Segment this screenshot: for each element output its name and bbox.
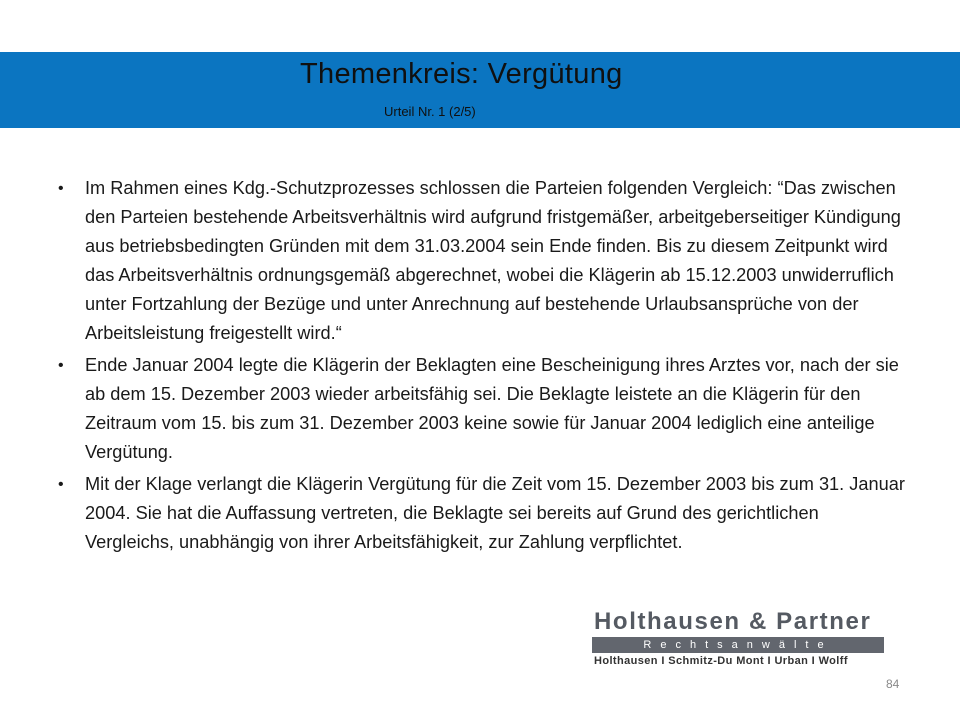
bullet-list <box>58 174 908 560</box>
bullet-point-icon: • <box>58 476 64 493</box>
title-band <box>0 52 960 128</box>
firm-logo <box>592 608 888 670</box>
bullet-item <box>58 351 908 467</box>
bullet-item <box>58 470 908 557</box>
bullet-item <box>58 174 908 348</box>
page-subtitle: Urteil Nr. 1 (2/5) <box>384 104 476 119</box>
logo-partner-names: Holthausen I Schmitz-Du Mont I Urban I Wolff <box>594 655 848 667</box>
bullet-text: Im Rahmen eines Kdg.-Schutzprozesses schlossen die Parteien folgenden Vergleich: “Das zwischen den Parteien bestehende Arbeitsverhältnis wird aufgrund fristgemäßer, arbeitgeberseitiger Kündigung aus betriebsbedingten Gründen mit dem 31.03.2004 sein Ende finden. Bis zu diesem Zeitpunkt wird das Arbeitsverhältnis ordnungsgemäß abgerechnet, wobei die Klägerin ab 15.12.2003 unwiderruflich unter Fortzahlung der Bezüge und unter Anrechnung auf bestehende Urlaubsansprüche von der Arbeitsleistung freigestellt wird.“ <box>85 178 901 343</box>
bullet-text: Mit der Klage verlangt die Klägerin Vergütung für die Zeit vom 15. Dezember 2003 bis zum 31. Januar 2004. Sie hat die Auffassung vertreten, die Beklagte sei bereits auf Grund des gerichtlichen Vergleichs, unabhängig von ihrer Arbeitsfähigkeit, zur Zahlung verpflichtet. <box>85 474 905 552</box>
bullet-point-icon: • <box>58 357 64 374</box>
logo-tagline-bar: Rechtsanwälte <box>592 637 884 653</box>
logo-firm-name: Holthausen & Partner <box>594 608 872 635</box>
bullet-text: Ende Januar 2004 legte die Klägerin der Beklagten eine Bescheinigung ihres Arztes vor, nach der sie ab dem 15. Dezember 2003 wieder arbeitsfähig sei. Die Beklagte leistete an die Klägerin für den Zeitraum vom 15. bis zum 31. Dezember 2003 keine sowie für Januar 2004 lediglich eine anteilige Vergütung. <box>85 355 899 462</box>
bullet-point-icon: • <box>58 180 64 197</box>
page-number: 84 <box>886 677 900 691</box>
page-title: Themenkreis: Vergütung <box>300 58 623 90</box>
